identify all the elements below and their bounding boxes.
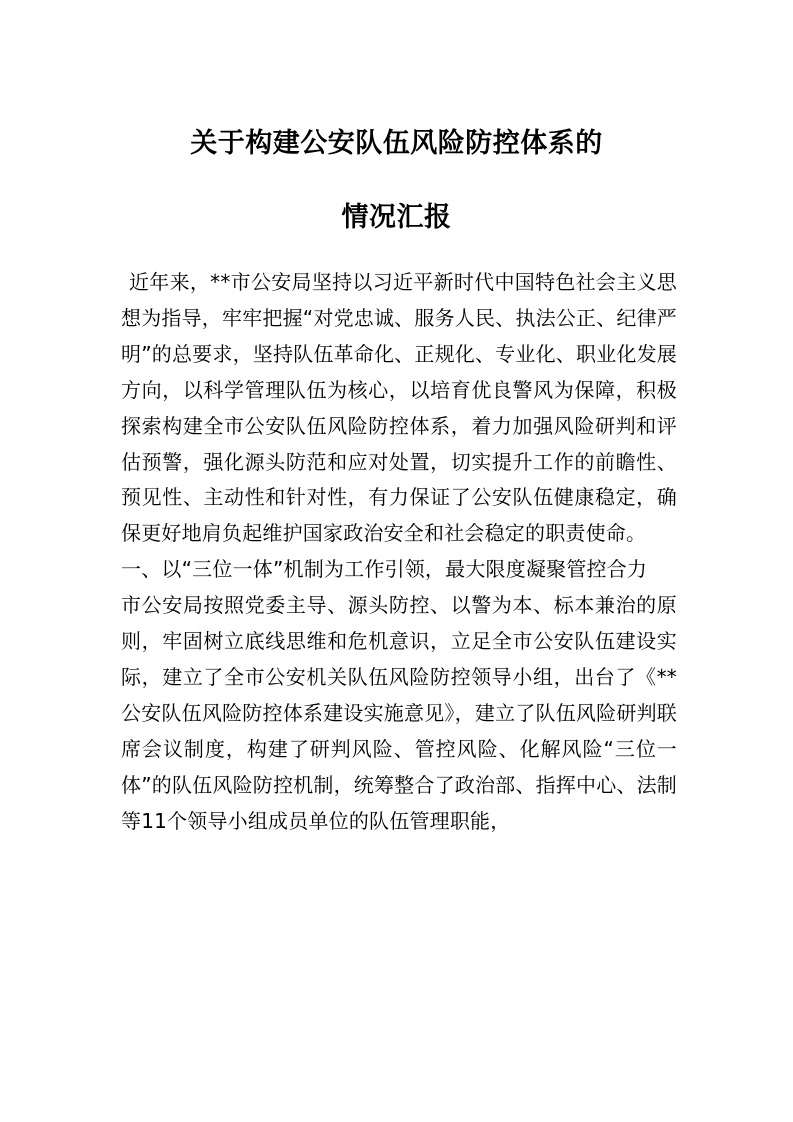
document-title-line-2: 情况汇报: [341, 202, 452, 233]
document-body: [121, 265, 677, 840]
intro-paragraph: 近年来，**市公安局坚持以习近平新时代中国特色社会主义思想为指导，牢牢把握“对党忠诚、服务人民、执法公正、纪律严明”的总要求，坚持队伍革命化、正规化、专业化、职业化发展方向，以科学管理队伍为核心，以培育优良警风为保障，积极探索构建全市公安队伍风险防控体系，着力加强风险研判和评估预警，强化源头防范和应对处置，切实提升工作的前瞻性、预见性、主动性和针对性，有力保证了公安队伍健康稳定，确保更好地肩负起维护国家政治安全和社会稳定的职责使命。: [121, 270, 677, 546]
section-1-paragraph: 市公安局按照党委主导、源头防控、以警为本、标本兼治的原则，牢固树立底线思维和危机意识，立足全市公安队伍建设实际，建立了全市公安机关队伍风险防控领导小组，出台了《**公安队伍风险防控体系建设实施意见》，建立了队伍风险研判联席会议制度，构建了研判风险、管控风险、化解风险“三位一体”的队伍风险防控机制，统筹整合了政治部、指挥中心、法制等11个领导小组成员单位的队伍管理职能，: [121, 593, 677, 833]
document-title-line-1: 关于构建公安队伍风险防控体系的: [190, 128, 603, 159]
section-heading-1: 一、以“三位一体”机制为工作引领，最大限度凝聚管控合力: [121, 557, 648, 582]
